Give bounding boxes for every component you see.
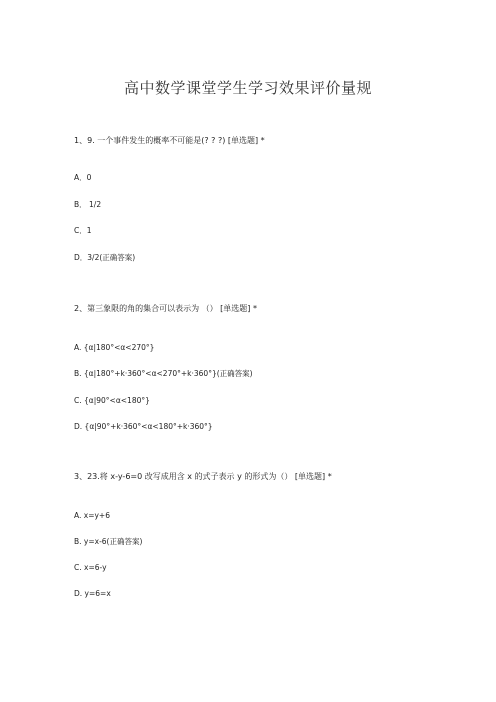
- question-1-option-a: A．0: [74, 173, 92, 182]
- question-2-option-b: B. {α|180°+k·360°<α<270°+k·360°}(正确答案): [74, 369, 253, 378]
- question-1-option-c: C．1: [74, 226, 92, 235]
- question-2-option-c: C. {α|90°<α<180°}: [74, 396, 150, 405]
- page-title: 高中数学课堂学生学习效果评价量规: [123, 79, 372, 97]
- question-1-option-d: D．3/2(正确答案): [74, 253, 136, 262]
- question-2-option-d: D. {α|90°+k·360°<α<180°+k·360°}: [74, 422, 213, 431]
- question-3-option-b: B. y=x-6(正确答案): [74, 537, 143, 546]
- question-3-option-d: D. y=6=x: [74, 589, 111, 598]
- question-3-stem: 3、23.将 x-y-6=0 改写成用含 x 的式子表示 y 的形式为（） [单选题] *: [74, 472, 332, 481]
- question-2-option-a: A. {α|180°<α<270°}: [74, 343, 155, 352]
- question-1-stem: 1、9. 一个事件发生的概率不可能是(? ? ?) [单选题] *: [74, 136, 265, 145]
- question-3-option-c: C. x=6-y: [74, 563, 107, 572]
- question-1-option-b: B． 1/2: [74, 200, 102, 209]
- question-2-stem: 2、第三象限的角的集合可以表示为 （） [单选题] *: [74, 304, 257, 313]
- question-3-option-a: A. x=y+6: [74, 511, 110, 520]
